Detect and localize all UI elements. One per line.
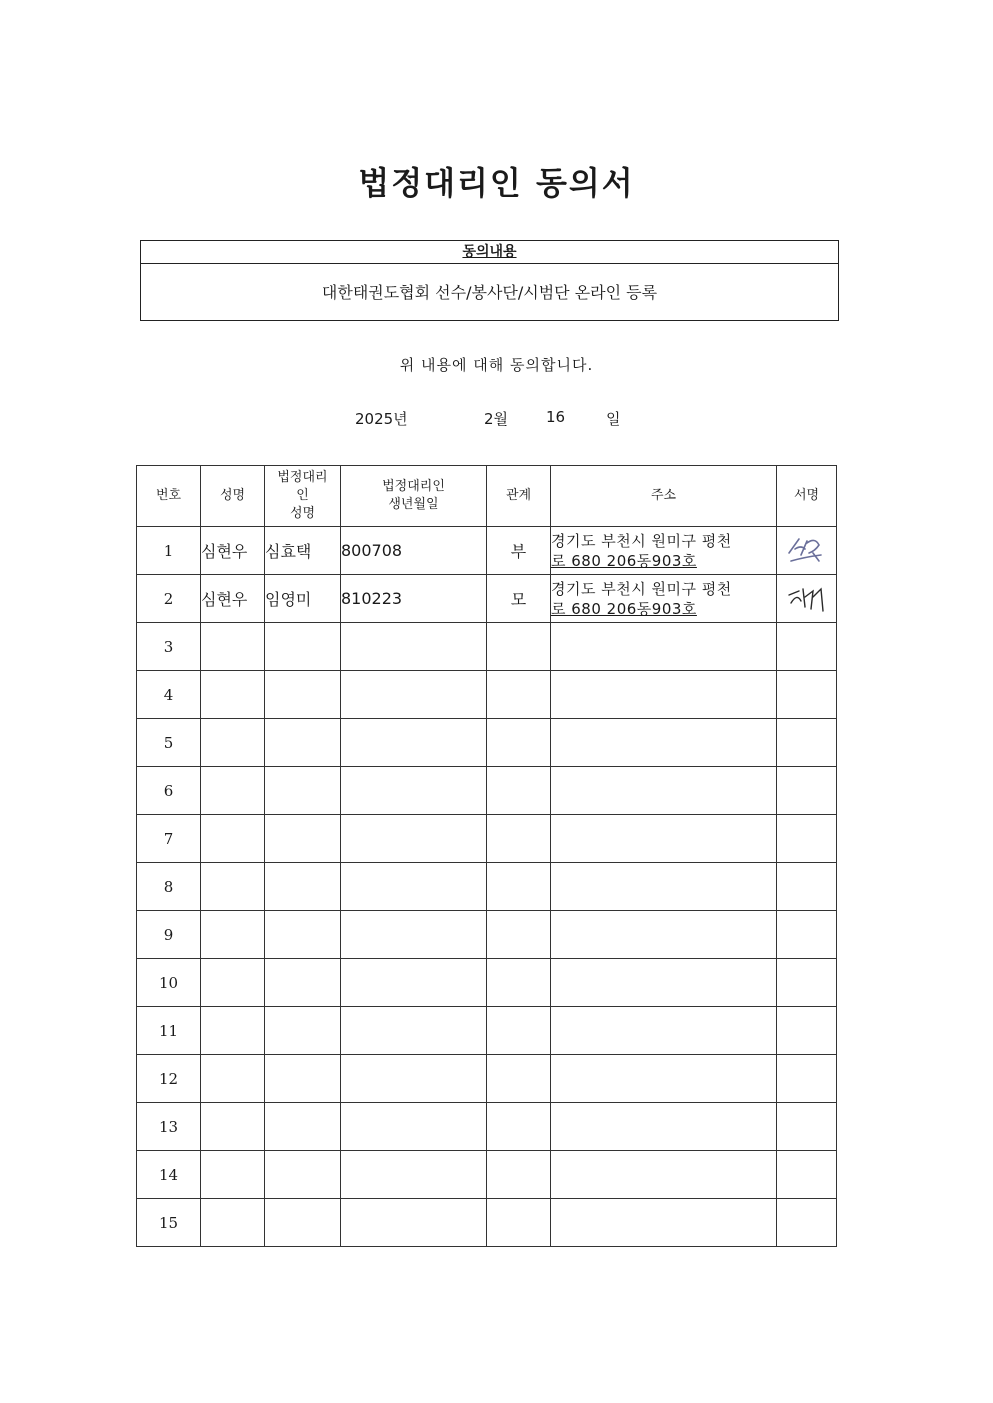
table-row — [137, 959, 837, 1007]
row-no: 3 — [137, 623, 201, 671]
row-no: 12 — [137, 1055, 201, 1103]
row-no: 15 — [137, 1199, 201, 1247]
row-no: 11 — [137, 1007, 201, 1055]
table-row — [137, 575, 837, 623]
table-row — [137, 767, 837, 815]
guardian-table — [136, 465, 837, 1247]
table-row — [137, 527, 837, 575]
row-address-line1: 경기도 부천시 원미구 평천 — [551, 579, 732, 598]
header-guardian-name-line1: 법정대리 — [277, 470, 328, 485]
row-no: 5 — [137, 719, 201, 767]
row-no: 2 — [137, 575, 201, 623]
header-name: 성명 — [201, 466, 265, 527]
table-row — [137, 1103, 837, 1151]
table-row — [137, 719, 837, 767]
table-row — [137, 671, 837, 719]
row-no: 6 — [137, 767, 201, 815]
consent-box — [140, 240, 839, 321]
row-no: 1 — [137, 527, 201, 575]
date-year: 2025년 — [355, 410, 408, 428]
table-row — [137, 1055, 837, 1103]
row-relation: 모 — [487, 575, 551, 623]
row-relation: 부 — [487, 527, 551, 575]
row-no: 13 — [137, 1103, 201, 1151]
table-row — [137, 1199, 837, 1247]
document-title: 법정대리인 동의서 — [358, 164, 635, 202]
agree-statement: 위 내용에 대해 동의합니다. — [399, 356, 594, 374]
header-guardian-birth — [341, 466, 487, 527]
table-row — [137, 911, 837, 959]
table-row — [137, 863, 837, 911]
header-guardian-name-line3: 성명 — [289, 506, 316, 521]
row-no: 8 — [137, 863, 201, 911]
row-no: 7 — [137, 815, 201, 863]
row-guardian: 심효택 — [265, 527, 341, 575]
row-address-line2: 로 680 206동903호 — [551, 599, 697, 618]
row-birth: 800708 — [341, 527, 487, 575]
row-address — [551, 527, 777, 575]
row-name: 심현우 — [201, 575, 265, 623]
date-day-unit: 일 — [606, 410, 621, 428]
table-row — [137, 815, 837, 863]
row-birth: 810223 — [341, 575, 487, 623]
header-guardian-name-line2: 인 — [296, 488, 309, 503]
header-guardian-birth-line2: 생년월일 — [388, 497, 439, 512]
row-signature — [777, 575, 837, 623]
header-address: 주소 — [551, 466, 777, 527]
row-no: 4 — [137, 671, 201, 719]
consent-body: 대한태권도협회 선수/봉사단/시범단 온라인 등록 — [321, 283, 658, 302]
row-no: 9 — [137, 911, 201, 959]
table-row — [137, 623, 837, 671]
header-guardian-birth-line1: 법정대리인 — [382, 479, 445, 494]
table-row — [137, 1151, 837, 1199]
table-header-row — [137, 466, 837, 527]
header-no: 번호 — [137, 466, 201, 527]
handwritten-signature-1 — [785, 531, 829, 569]
header-signature: 서명 — [777, 466, 837, 527]
header-guardian-name — [265, 466, 341, 527]
row-no: 10 — [137, 959, 201, 1007]
row-address — [551, 575, 777, 623]
row-signature — [777, 527, 837, 575]
row-address-line1: 경기도 부천시 원미구 평천 — [551, 531, 732, 550]
date-month: 2월 — [484, 410, 509, 428]
table-row — [137, 1007, 837, 1055]
date-day: 16 — [546, 408, 566, 426]
row-no: 14 — [137, 1151, 201, 1199]
consent-header-label: 동의내용 — [462, 244, 517, 260]
header-relation: 관계 — [487, 466, 551, 527]
row-guardian: 임영미 — [265, 575, 341, 623]
handwritten-signature-2 — [785, 579, 829, 617]
consent-header — [141, 241, 838, 264]
row-name: 심현우 — [201, 527, 265, 575]
row-address-line2: 로 680 206동903호 — [551, 551, 697, 570]
